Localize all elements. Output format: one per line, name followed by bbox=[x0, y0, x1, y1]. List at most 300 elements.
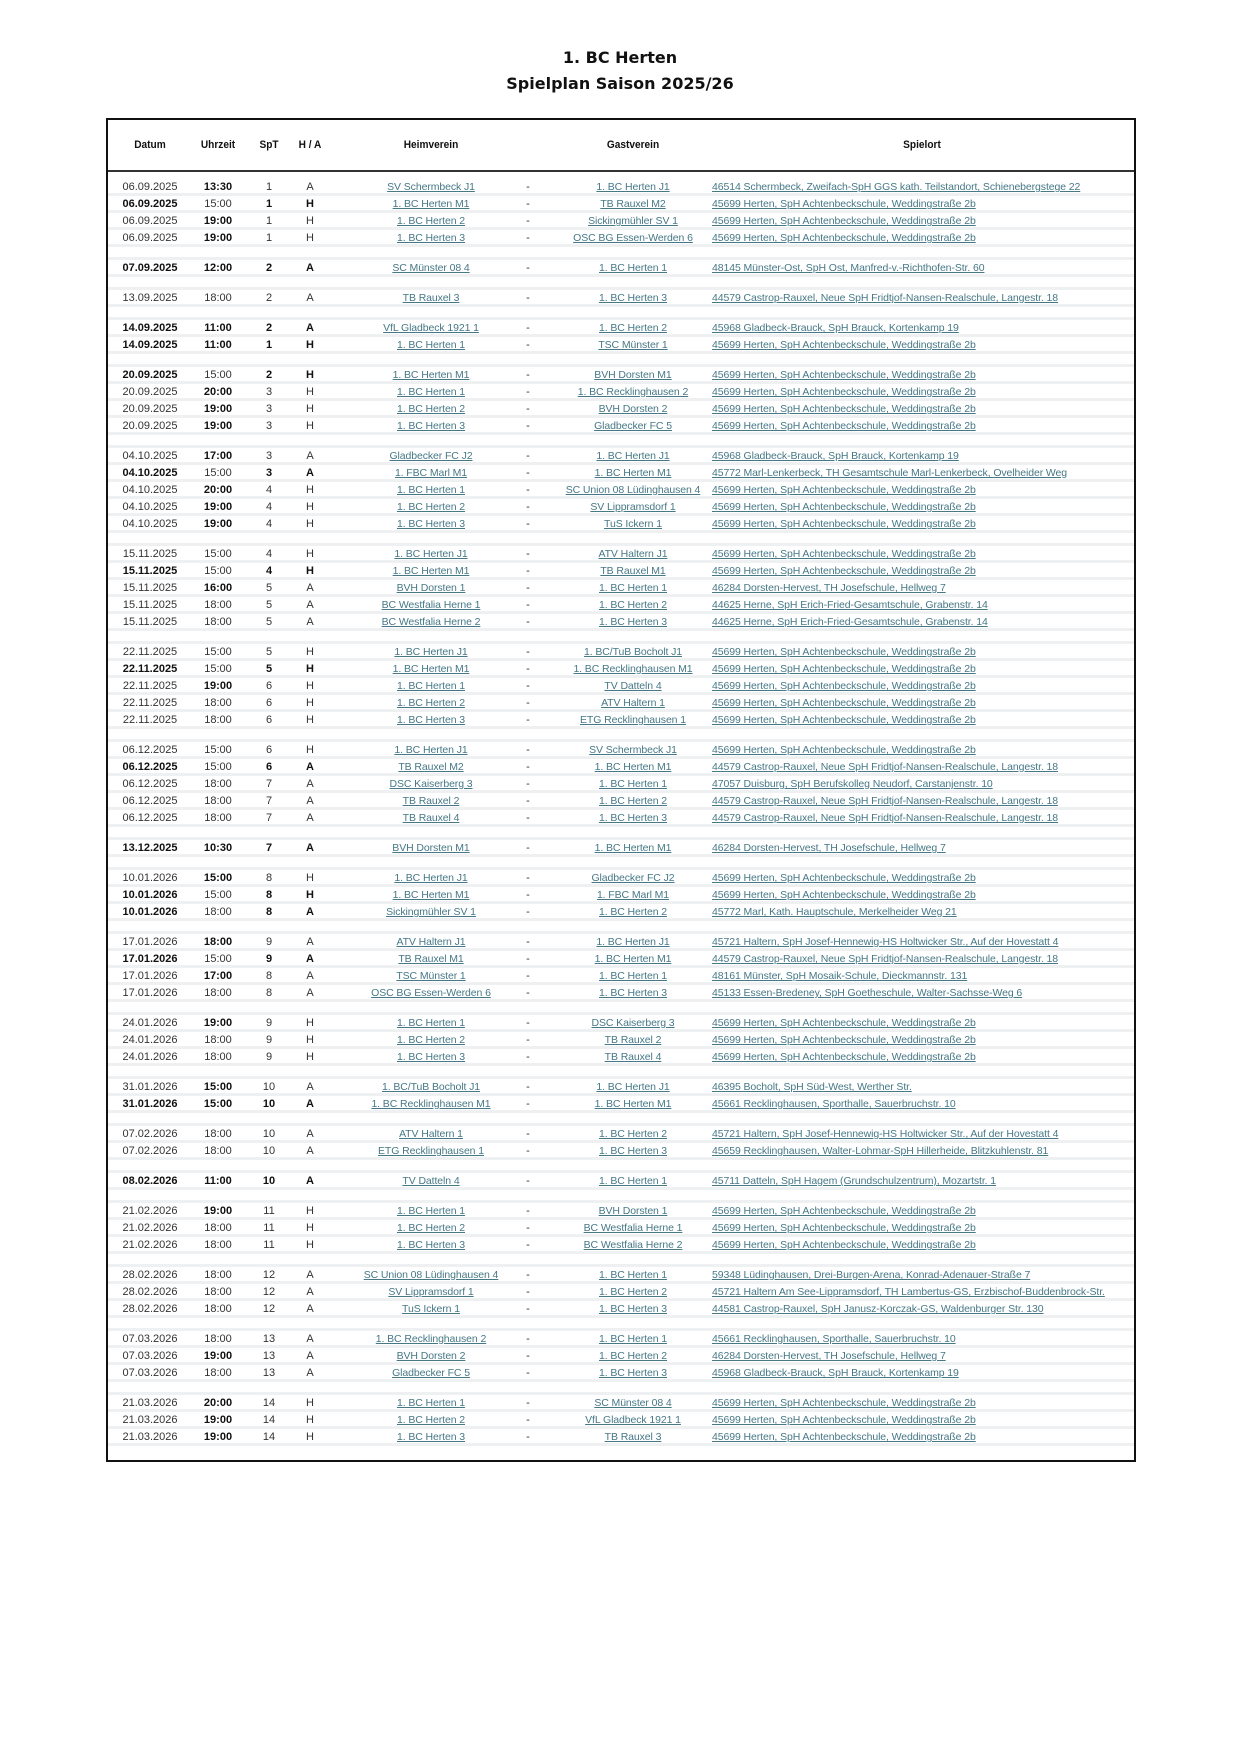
match-date: 28.02.2026 bbox=[122, 1269, 178, 1281]
guest-team-link[interactable]: 1. BC Herten J1 bbox=[596, 1081, 670, 1093]
venue-link[interactable]: 59348 Lüdinghausen, Drei-Burgen-Arena, Konrad-Adenauer-Straße 7 bbox=[712, 1269, 1031, 1281]
home-team-link[interactable]: TB Rauxel 2 bbox=[402, 795, 460, 807]
venue-link[interactable]: 45699 Herten, SpH Achtenbeckschule, Weddingstraße 2b bbox=[712, 518, 976, 530]
home-team-link[interactable]: 1. BC Herten J1 bbox=[394, 872, 468, 884]
home-team-link[interactable]: VfL Gladbeck 1921 1 bbox=[383, 322, 479, 334]
match-date: 22.11.2025 bbox=[122, 697, 178, 709]
guest-team-link[interactable]: 1. BC Herten J1 bbox=[596, 181, 670, 193]
table-row bbox=[108, 213, 1134, 230]
guest-team-link[interactable]: 1. BC Herten 3 bbox=[598, 292, 668, 304]
venue-link[interactable]: 45699 Herten, SpH Achtenbeckschule, Weddingstraße 2b bbox=[712, 403, 976, 415]
group-spacer bbox=[108, 1382, 1134, 1395]
guest-team-link[interactable]: 1. BC Herten M1 bbox=[594, 842, 672, 854]
home-team-link[interactable]: ETG Recklinghausen 1 bbox=[378, 1145, 484, 1157]
match-time: 18:00 bbox=[204, 1333, 232, 1345]
home-away-flag: A bbox=[306, 970, 314, 982]
venue-link[interactable]: 45772 Marl, Kath. Hauptschule, Merkelheider Weg 21 bbox=[712, 906, 957, 918]
home-team-link[interactable]: 1. BC Herten M1 bbox=[392, 198, 470, 210]
home-team-link[interactable]: 1. FBC Marl M1 bbox=[394, 467, 468, 479]
match-date: 06.12.2025 bbox=[122, 795, 178, 807]
table-row bbox=[108, 1429, 1134, 1446]
match-time: 18:00 bbox=[204, 987, 232, 999]
venue-link[interactable]: 45968 Gladbeck-Brauck, SpH Brauck, Kortenkamp 19 bbox=[712, 450, 959, 462]
venue-link[interactable]: 44579 Castrop-Rauxel, Neue SpH Fridtjof-Nansen-Realschule, Langestr. 18 bbox=[712, 795, 1059, 807]
group-spacer bbox=[108, 827, 1134, 840]
venue-link[interactable]: 45699 Herten, SpH Achtenbeckschule, Weddingstraße 2b bbox=[712, 697, 976, 709]
venue-link[interactable]: 45721 Haltern, SpH Josef-Hennewig-HS Holtwicker Str., Auf der Hovestatt 4 bbox=[712, 936, 1059, 948]
table-row bbox=[108, 580, 1134, 597]
versus-separator: - bbox=[526, 1239, 530, 1251]
home-team-link[interactable]: ATV Haltern 1 bbox=[399, 1128, 463, 1140]
matchday-number: 4 bbox=[265, 501, 273, 513]
home-team-link[interactable]: SC Union 08 Lüdinghausen 4 bbox=[363, 1269, 499, 1281]
guest-team-link[interactable]: 1. BC/TuB Bocholt J1 bbox=[584, 646, 682, 658]
home-team-link[interactable]: 1. BC/TuB Bocholt J1 bbox=[382, 1081, 480, 1093]
home-team-link[interactable]: DSC Kaiserberg 3 bbox=[389, 778, 473, 790]
guest-team-link[interactable]: 1. BC Herten 2 bbox=[598, 1350, 668, 1362]
home-away-flag: H bbox=[306, 403, 314, 415]
table-row bbox=[108, 644, 1134, 661]
match-date: 06.09.2025 bbox=[122, 198, 178, 210]
guest-team-link[interactable]: TSC Münster 1 bbox=[598, 339, 668, 351]
venue-link[interactable]: 46284 Dorsten-Hervest, TH Josefschule, Hellweg 7 bbox=[712, 842, 946, 854]
versus-separator: - bbox=[526, 906, 530, 918]
matchday-number: 3 bbox=[265, 450, 273, 462]
matchday-number: 5 bbox=[265, 582, 273, 594]
venue-link[interactable]: 44579 Castrop-Rauxel, Neue SpH Fridtjof-Nansen-Realschule, Langestr. 18 bbox=[712, 292, 1059, 304]
matchday-number: 4 bbox=[265, 518, 273, 530]
guest-team-link[interactable]: ATV Haltern J1 bbox=[598, 548, 668, 560]
home-team-link[interactable]: BVH Dorsten M1 bbox=[392, 842, 470, 854]
guest-team-link[interactable]: 1. BC Herten M1 bbox=[594, 1098, 672, 1110]
home-team-link[interactable]: 1. BC Herten 2 bbox=[396, 697, 466, 709]
home-team-link[interactable]: 1. BC Herten 1 bbox=[396, 339, 466, 351]
home-team-link[interactable]: BC Westfalia Herne 1 bbox=[381, 599, 481, 611]
matchday-number: 3 bbox=[265, 403, 273, 415]
matchday-number: 8 bbox=[265, 889, 273, 901]
venue-link[interactable]: 45968 Gladbeck-Brauck, SpH Brauck, Kortenkamp 19 bbox=[712, 322, 959, 334]
venue-link[interactable]: 45699 Herten, SpH Achtenbeckschule, Weddingstraße 2b bbox=[712, 232, 976, 244]
guest-team-link[interactable]: TV Datteln 4 bbox=[604, 680, 662, 692]
home-team-link[interactable]: 1. BC Herten 1 bbox=[396, 1017, 466, 1029]
venue-link[interactable]: 44625 Herne, SpH Erich-Fried-Gesamtschule, Grabenstr. 14 bbox=[712, 599, 988, 611]
matchday-number: 6 bbox=[265, 761, 273, 773]
versus-separator: - bbox=[526, 403, 530, 415]
home-team-link[interactable]: 1. BC Herten 3 bbox=[396, 1431, 466, 1443]
guest-team-link[interactable]: TB Rauxel M1 bbox=[600, 565, 666, 577]
matchday-number: 1 bbox=[265, 181, 273, 193]
venue-link[interactable]: 45699 Herten, SpH Achtenbeckschule, Weddingstraße 2b bbox=[712, 1017, 976, 1029]
home-team-link[interactable]: TuS Ickern 1 bbox=[402, 1303, 460, 1315]
home-away-flag: A bbox=[306, 322, 314, 334]
guest-team-link[interactable]: 1. BC Herten M1 bbox=[594, 761, 672, 773]
match-time: 18:00 bbox=[204, 1286, 232, 1298]
versus-separator: - bbox=[526, 1303, 530, 1315]
header-venue: Spielort bbox=[903, 139, 941, 151]
matchday-number: 14 bbox=[262, 1414, 276, 1426]
match-date: 06.09.2025 bbox=[122, 181, 178, 193]
home-away-flag: H bbox=[306, 484, 314, 496]
match-time: 18:00 bbox=[204, 1051, 232, 1063]
guest-team-link[interactable]: Gladbecker FC 5 bbox=[594, 420, 672, 432]
match-time: 12:00 bbox=[203, 262, 233, 274]
home-team-link[interactable]: BC Westfalia Herne 2 bbox=[381, 616, 481, 628]
venue-link[interactable]: 44579 Castrop-Rauxel, Neue SpH Fridtjof-Nansen-Realschule, Langestr. 18 bbox=[712, 761, 1059, 773]
guest-team-link[interactable]: VfL Gladbeck 1921 1 bbox=[585, 1414, 681, 1426]
versus-separator: - bbox=[526, 1081, 530, 1093]
guest-team-link[interactable]: 1. BC Herten J1 bbox=[596, 450, 670, 462]
home-away-flag: H bbox=[306, 697, 314, 709]
home-away-flag: A bbox=[306, 582, 314, 594]
venue-link[interactable]: 45133 Essen-Bredeney, SpH Goetheschule, Walter-Sachsse-Weg 6 bbox=[712, 987, 1023, 999]
matchday-number: 11 bbox=[263, 1222, 275, 1234]
guest-team-link[interactable]: 1. BC Herten 3 bbox=[598, 812, 668, 824]
home-team-link[interactable]: BVH Dorsten 2 bbox=[396, 1350, 466, 1362]
venue-link[interactable]: 45699 Herten, SpH Achtenbeckschule, Weddingstraße 2b bbox=[712, 714, 976, 726]
venue-link[interactable]: 45661 Recklinghausen, Sporthalle, Sauerbruchstr. 10 bbox=[712, 1333, 956, 1345]
guest-team-link[interactable]: 1. BC Herten 3 bbox=[598, 987, 668, 999]
matchday-number: 10 bbox=[262, 1081, 276, 1093]
venue-link[interactable]: 45699 Herten, SpH Achtenbeckschule, Weddingstraße 2b bbox=[712, 1431, 976, 1443]
table-row bbox=[108, 1203, 1134, 1220]
guest-team-link[interactable]: ETG Recklinghausen 1 bbox=[580, 714, 686, 726]
table-row bbox=[108, 712, 1134, 729]
group-spacer bbox=[108, 307, 1134, 320]
guest-team-link[interactable]: SC Union 08 Lüdinghausen 4 bbox=[565, 484, 701, 496]
home-team-link[interactable]: 1. BC Herten J1 bbox=[394, 646, 468, 658]
match-time: 18:00 bbox=[204, 812, 232, 824]
guest-team-link[interactable]: ATV Haltern 1 bbox=[601, 697, 665, 709]
matchday-number: 11 bbox=[263, 1239, 275, 1251]
home-team-link[interactable]: 1. BC Herten 3 bbox=[396, 232, 466, 244]
home-team-link[interactable]: SV Lippramsdorf 1 bbox=[388, 1286, 474, 1298]
match-date: 13.09.2025 bbox=[122, 292, 178, 304]
guest-team-link[interactable]: Sickingmühler SV 1 bbox=[588, 215, 678, 227]
table-row bbox=[108, 904, 1134, 921]
home-away-flag: A bbox=[306, 450, 314, 462]
venue-link[interactable]: 44579 Castrop-Rauxel, Neue SpH Fridtjof-Nansen-Realschule, Langestr. 18 bbox=[712, 953, 1059, 965]
venue-link[interactable]: 45699 Herten, SpH Achtenbeckschule, Weddingstraße 2b bbox=[712, 1051, 976, 1063]
home-team-link[interactable]: 1. BC Herten M1 bbox=[392, 565, 470, 577]
guest-team-link[interactable]: SC Münster 08 4 bbox=[594, 1397, 672, 1409]
home-team-link[interactable]: ATV Haltern J1 bbox=[396, 936, 466, 948]
home-team-link[interactable]: BVH Dorsten 1 bbox=[396, 582, 466, 594]
home-team-link[interactable]: 1. BC Herten M1 bbox=[392, 663, 470, 675]
home-team-link[interactable]: TB Rauxel M1 bbox=[398, 953, 464, 965]
guest-team-link[interactable]: 1. BC Herten 1 bbox=[598, 1269, 668, 1281]
guest-team-link[interactable]: BVH Dorsten 1 bbox=[598, 1205, 668, 1217]
guest-team-link[interactable]: 1. BC Herten 3 bbox=[598, 1367, 668, 1379]
home-team-link[interactable]: OSC BG Essen-Werden 6 bbox=[371, 987, 491, 999]
venue-link[interactable]: 46395 Bocholt, SpH Süd-West, Werther Str. bbox=[712, 1081, 912, 1093]
venue-link[interactable]: 45699 Herten, SpH Achtenbeckschule, Weddingstraße 2b bbox=[712, 565, 976, 577]
home-team-link[interactable]: 1. BC Herten 1 bbox=[396, 386, 466, 398]
match-date: 17.01.2026 bbox=[122, 953, 178, 965]
matchday-number: 1 bbox=[265, 232, 273, 244]
matchday-number: 2 bbox=[265, 292, 273, 304]
guest-team-link[interactable]: TB Rauxel 3 bbox=[604, 1431, 662, 1443]
guest-team-link[interactable]: TB Rauxel 4 bbox=[604, 1051, 662, 1063]
group-spacer bbox=[108, 1318, 1134, 1331]
guest-team-link[interactable]: 1. BC Recklinghausen 2 bbox=[577, 386, 689, 398]
home-team-link[interactable]: 1. BC Herten 2 bbox=[396, 215, 466, 227]
venue-link[interactable]: 45699 Herten, SpH Achtenbeckschule, Weddingstraße 2b bbox=[712, 420, 976, 432]
guest-team-link[interactable]: 1. BC Herten 1 bbox=[598, 582, 668, 594]
venue-link[interactable]: 45699 Herten, SpH Achtenbeckschule, Weddingstraße 2b bbox=[712, 548, 976, 560]
home-away-flag: A bbox=[306, 599, 314, 611]
venue-link[interactable]: 45699 Herten, SpH Achtenbeckschule, Weddingstraße 2b bbox=[712, 369, 976, 381]
guest-team-link[interactable]: 1. BC Herten 3 bbox=[598, 616, 668, 628]
venue-link[interactable]: 45711 Datteln, SpH Hagem (Grundschulzentrum), Mozartstr. 1 bbox=[712, 1175, 997, 1187]
home-away-flag: A bbox=[306, 616, 314, 628]
home-team-link[interactable]: SV Schermbeck J1 bbox=[387, 181, 475, 193]
home-team-link[interactable]: 1. BC Herten 1 bbox=[396, 1205, 466, 1217]
home-team-link[interactable]: 1. BC Herten 3 bbox=[396, 1239, 466, 1251]
venue-link[interactable]: 44625 Herne, SpH Erich-Fried-Gesamtschule, Grabenstr. 14 bbox=[712, 616, 988, 628]
guest-team-link[interactable]: 1. BC Herten 1 bbox=[598, 262, 668, 274]
home-team-link[interactable]: TSC Münster 1 bbox=[396, 970, 466, 982]
guest-team-link[interactable]: 1. BC Herten 2 bbox=[598, 322, 668, 334]
guest-team-link[interactable]: 1. BC Herten 1 bbox=[598, 1333, 668, 1345]
venue-link[interactable]: 48161 Münster, SpH Mosaik-Schule, Dieckmannstr. 131 bbox=[712, 970, 968, 982]
table-row bbox=[108, 1395, 1134, 1412]
venue-link[interactable]: 45699 Herten, SpH Achtenbeckschule, Weddingstraße 2b bbox=[712, 1222, 976, 1234]
home-team-link[interactable]: 1. BC Herten 3 bbox=[396, 1051, 466, 1063]
match-time: 19:00 bbox=[203, 1414, 233, 1426]
home-team-link[interactable]: Gladbecker FC J2 bbox=[389, 450, 473, 462]
matchday-number: 10 bbox=[262, 1128, 276, 1140]
guest-team-link[interactable]: 1. FBC Marl M1 bbox=[596, 889, 670, 901]
venue-link[interactable]: 45699 Herten, SpH Achtenbeckschule, Weddingstraße 2b bbox=[712, 1034, 976, 1046]
venue-link[interactable]: 45659 Recklinghausen, Walter-Lohmar-SpH Hillerheide, Blitzkuhlenstr. 81 bbox=[712, 1145, 1049, 1157]
guest-team-link[interactable]: 1. BC Herten 2 bbox=[598, 795, 668, 807]
match-date: 15.11.2025 bbox=[122, 548, 178, 560]
versus-separator: - bbox=[526, 1017, 530, 1029]
versus-separator: - bbox=[526, 970, 530, 982]
home-team-link[interactable]: Gladbecker FC 5 bbox=[392, 1367, 470, 1379]
venue-link[interactable]: 46514 Schermbeck, Zweifach-SpH GGS kath. Teilstandort, Schienebergstege 22 bbox=[712, 181, 1081, 193]
venue-link[interactable]: 45699 Herten, SpH Achtenbeckschule, Weddingstraße 2b bbox=[712, 744, 976, 756]
home-away-flag: A bbox=[306, 1098, 314, 1110]
guest-team-link[interactable]: BVH Dorsten M1 bbox=[594, 369, 672, 381]
venue-link[interactable]: 45699 Herten, SpH Achtenbeckschule, Weddingstraße 2b bbox=[712, 680, 976, 692]
venue-link[interactable]: 44581 Castrop-Rauxel, SpH Janusz-Korczak-GS, Waldenburger Str. 130 bbox=[712, 1303, 1044, 1315]
home-away-flag: A bbox=[306, 292, 314, 304]
guest-team-link[interactable]: 1. BC Herten 2 bbox=[598, 1128, 668, 1140]
guest-team-link[interactable]: SV Lippramsdorf 1 bbox=[590, 501, 676, 513]
venue-link[interactable]: 45699 Herten, SpH Achtenbeckschule, Weddingstraße 2b bbox=[712, 1205, 976, 1217]
venue-link[interactable]: 45699 Herten, SpH Achtenbeckschule, Weddingstraße 2b bbox=[712, 215, 976, 227]
home-away-flag: H bbox=[306, 1414, 314, 1426]
venue-link[interactable]: 45699 Herten, SpH Achtenbeckschule, Weddingstraße 2b bbox=[712, 1239, 976, 1251]
versus-separator: - bbox=[526, 518, 530, 530]
venue-link[interactable]: 45699 Herten, SpH Achtenbeckschule, Weddingstraße 2b bbox=[712, 1397, 976, 1409]
home-team-link[interactable]: 1. BC Herten 2 bbox=[396, 1034, 466, 1046]
match-time: 19:00 bbox=[203, 1017, 233, 1029]
table-body bbox=[108, 179, 1134, 1446]
guest-team-link[interactable]: TB Rauxel 2 bbox=[604, 1034, 662, 1046]
matchday-number: 3 bbox=[265, 420, 273, 432]
venue-link[interactable]: 45661 Recklinghausen, Sporthalle, Sauerbruchstr. 10 bbox=[712, 1098, 956, 1110]
table-row bbox=[108, 614, 1134, 631]
venue-link[interactable]: 45721 Haltern Am See-Lippramsdorf, TH Lambertus-GS, Erzbischof-Buddenbrock-Str. bbox=[712, 1286, 1105, 1298]
home-team-link[interactable]: TB Rauxel 4 bbox=[402, 812, 460, 824]
home-team-link[interactable]: 1. BC Herten 2 bbox=[396, 501, 466, 513]
home-team-link[interactable]: 1. BC Herten 3 bbox=[396, 518, 466, 530]
match-date: 07.09.2025 bbox=[122, 262, 178, 274]
versus-separator: - bbox=[526, 795, 530, 807]
guest-team-link[interactable]: SV Schermbeck J1 bbox=[589, 744, 677, 756]
match-date: 21.03.2026 bbox=[122, 1431, 178, 1443]
home-team-link[interactable]: TV Datteln 4 bbox=[402, 1175, 460, 1187]
home-team-link[interactable]: TB Rauxel M2 bbox=[398, 761, 464, 773]
home-away-flag: A bbox=[306, 987, 314, 999]
guest-team-link[interactable]: 1. BC Herten 2 bbox=[598, 1286, 668, 1298]
home-team-link[interactable]: 1. BC Herten 1 bbox=[396, 1397, 466, 1409]
home-away-flag: A bbox=[306, 181, 314, 193]
match-date: 14.09.2025 bbox=[122, 339, 178, 351]
table-row bbox=[108, 968, 1134, 985]
home-away-flag: H bbox=[306, 518, 314, 530]
home-team-link[interactable]: 1. BC Herten J1 bbox=[394, 548, 468, 560]
match-date: 24.01.2026 bbox=[122, 1051, 178, 1063]
home-team-link[interactable]: 1. BC Recklinghausen M1 bbox=[371, 1098, 491, 1110]
matchday-number: 5 bbox=[265, 616, 273, 628]
guest-team-link[interactable]: BC Westfalia Herne 2 bbox=[583, 1239, 683, 1251]
venue-link[interactable]: 45699 Herten, SpH Achtenbeckschule, Weddingstraße 2b bbox=[712, 872, 976, 884]
venue-link[interactable]: 45721 Haltern, SpH Josef-Hennewig-HS Holtwicker Str., Auf der Hovestatt 4 bbox=[712, 1128, 1059, 1140]
matchday-number: 4 bbox=[265, 484, 273, 496]
home-team-link[interactable]: 1. BC Herten 2 bbox=[396, 1222, 466, 1234]
table-row bbox=[108, 1284, 1134, 1301]
venue-link[interactable]: 46284 Dorsten-Hervest, TH Josefschule, Hellweg 7 bbox=[712, 582, 946, 594]
guest-team-link[interactable]: 1. BC Herten 2 bbox=[598, 906, 668, 918]
guest-team-link[interactable]: 1. BC Herten 2 bbox=[598, 599, 668, 611]
home-away-flag: H bbox=[306, 646, 314, 658]
match-time: 19:00 bbox=[203, 680, 233, 692]
matchday-number: 8 bbox=[265, 987, 273, 999]
guest-team-link[interactable]: DSC Kaiserberg 3 bbox=[591, 1017, 675, 1029]
table-row bbox=[108, 661, 1134, 678]
table-row bbox=[108, 196, 1134, 213]
home-team-link[interactable]: 1. BC Herten 3 bbox=[396, 714, 466, 726]
match-date: 10.01.2026 bbox=[122, 889, 178, 901]
home-team-link[interactable]: 1. BC Herten M1 bbox=[392, 889, 470, 901]
venue-link[interactable]: 45772 Marl-Lenkerbeck, TH Gesamtschule Marl-Lenkerbeck, Ovelheider Weg bbox=[712, 467, 1068, 479]
match-date: 15.11.2025 bbox=[122, 582, 178, 594]
guest-team-link[interactable]: 1. BC Herten 3 bbox=[598, 1303, 668, 1315]
guest-team-link[interactable]: 1. BC Herten 1 bbox=[598, 778, 668, 790]
guest-team-link[interactable]: BC Westfalia Herne 1 bbox=[583, 1222, 683, 1234]
home-team-link[interactable]: Sickingmühler SV 1 bbox=[386, 906, 476, 918]
match-time: 15:00 bbox=[204, 663, 232, 675]
matchday-number: 9 bbox=[265, 936, 273, 948]
match-time: 19:00 bbox=[203, 420, 233, 432]
table-row bbox=[108, 840, 1134, 857]
guest-team-link[interactable]: 1. BC Herten 3 bbox=[598, 1145, 668, 1157]
match-time: 15:00 bbox=[204, 744, 232, 756]
home-away-flag: H bbox=[306, 1205, 314, 1217]
home-team-link[interactable]: 1. BC Herten 3 bbox=[396, 420, 466, 432]
header-date: Datum bbox=[134, 139, 166, 151]
table-row bbox=[108, 776, 1134, 793]
matchday-number: 6 bbox=[265, 714, 273, 726]
home-team-link[interactable]: 1. BC Herten 1 bbox=[396, 680, 466, 692]
guest-team-link[interactable]: 1. BC Herten 1 bbox=[598, 1175, 668, 1187]
match-time: 18:00 bbox=[204, 1239, 232, 1251]
home-team-link[interactable]: 1. BC Recklinghausen 2 bbox=[375, 1333, 487, 1345]
guest-team-link[interactable]: 1. BC Herten J1 bbox=[596, 936, 670, 948]
venue-link[interactable]: 45699 Herten, SpH Achtenbeckschule, Weddingstraße 2b bbox=[712, 663, 976, 675]
guest-team-link[interactable]: 1. BC Herten M1 bbox=[594, 467, 672, 479]
home-team-link[interactable]: 1. BC Herten J1 bbox=[394, 744, 468, 756]
matchday-number: 10 bbox=[262, 1098, 276, 1110]
home-away-flag: H bbox=[306, 369, 314, 381]
venue-link[interactable]: 45699 Herten, SpH Achtenbeckschule, Weddingstraße 2b bbox=[712, 501, 976, 513]
guest-team-link[interactable]: 1. BC Herten 1 bbox=[598, 970, 668, 982]
match-date: 15.11.2025 bbox=[122, 565, 178, 577]
versus-separator: - bbox=[526, 1367, 530, 1379]
table-row bbox=[108, 1015, 1134, 1032]
venue-link[interactable]: 45699 Herten, SpH Achtenbeckschule, Weddingstraße 2b bbox=[712, 484, 976, 496]
guest-team-link[interactable]: TB Rauxel M2 bbox=[600, 198, 666, 210]
match-time: 18:00 bbox=[204, 1222, 232, 1234]
venue-link[interactable]: 45699 Herten, SpH Achtenbeckschule, Weddingstraße 2b bbox=[712, 646, 976, 658]
versus-separator: - bbox=[526, 1350, 530, 1362]
home-team-link[interactable]: SC Münster 08 4 bbox=[392, 262, 470, 274]
guest-team-link[interactable]: 1. BC Recklinghausen M1 bbox=[573, 663, 693, 675]
venue-link[interactable]: 47057 Duisburg, SpH Berufskolleg Neudorf, Carstanjenstr. 10 bbox=[712, 778, 993, 790]
venue-link[interactable]: 45699 Herten, SpH Achtenbeckschule, Weddingstraße 2b bbox=[712, 386, 976, 398]
match-date: 20.09.2025 bbox=[122, 420, 178, 432]
header-guest-team: Gastverein bbox=[606, 139, 660, 151]
guest-team-link[interactable]: 1. BC Herten M1 bbox=[594, 953, 672, 965]
versus-separator: - bbox=[526, 1431, 530, 1443]
table-row bbox=[108, 985, 1134, 1002]
venue-link[interactable]: 45699 Herten, SpH Achtenbeckschule, Weddingstraße 2b bbox=[712, 198, 976, 210]
venue-link[interactable]: 45699 Herten, SpH Achtenbeckschule, Weddingstraße 2b bbox=[712, 1414, 976, 1426]
matchday-number: 4 bbox=[265, 548, 273, 560]
matchday-number: 6 bbox=[265, 680, 273, 692]
match-date: 07.02.2026 bbox=[122, 1128, 178, 1140]
home-away-flag: A bbox=[306, 795, 314, 807]
home-away-flag: H bbox=[306, 889, 314, 901]
venue-link[interactable]: 44579 Castrop-Rauxel, Neue SpH Fridtjof-Nansen-Realschule, Langestr. 18 bbox=[712, 812, 1059, 824]
home-team-link[interactable]: 1. BC Herten 2 bbox=[396, 1414, 466, 1426]
home-away-flag: H bbox=[306, 339, 314, 351]
home-team-link[interactable]: 1. BC Herten M1 bbox=[392, 369, 470, 381]
venue-link[interactable]: 45699 Herten, SpH Achtenbeckschule, Weddingstraße 2b bbox=[712, 889, 976, 901]
matchday-number: 7 bbox=[265, 842, 273, 854]
home-team-link[interactable]: TB Rauxel 3 bbox=[402, 292, 460, 304]
guest-team-link[interactable]: TuS Ickern 1 bbox=[604, 518, 662, 530]
header-matchday: SpT bbox=[259, 139, 279, 151]
guest-team-link[interactable]: BVH Dorsten 2 bbox=[598, 403, 668, 415]
guest-team-link[interactable]: OSC BG Essen-Werden 6 bbox=[573, 232, 693, 244]
matchday-number: 10 bbox=[262, 1145, 276, 1157]
match-date: 24.01.2026 bbox=[122, 1034, 178, 1046]
versus-separator: - bbox=[526, 987, 530, 999]
matchday-number: 14 bbox=[262, 1431, 276, 1443]
home-away-flag: A bbox=[306, 1286, 314, 1298]
home-team-link[interactable]: 1. BC Herten 2 bbox=[396, 403, 466, 415]
venue-link[interactable]: 45699 Herten, SpH Achtenbeckschule, Weddingstraße 2b bbox=[712, 339, 976, 351]
venue-link[interactable]: 45968 Gladbeck-Brauck, SpH Brauck, Kortenkamp 19 bbox=[712, 1367, 959, 1379]
home-team-link[interactable]: 1. BC Herten 1 bbox=[396, 484, 466, 496]
venue-link[interactable]: 46284 Dorsten-Hervest, TH Josefschule, Hellweg 7 bbox=[712, 1350, 946, 1362]
guest-team-link[interactable]: Gladbecker FC J2 bbox=[591, 872, 675, 884]
venue-link[interactable]: 48145 Münster-Ost, SpH Ost, Manfred-v.-Richthofen-Str. 60 bbox=[712, 262, 985, 274]
